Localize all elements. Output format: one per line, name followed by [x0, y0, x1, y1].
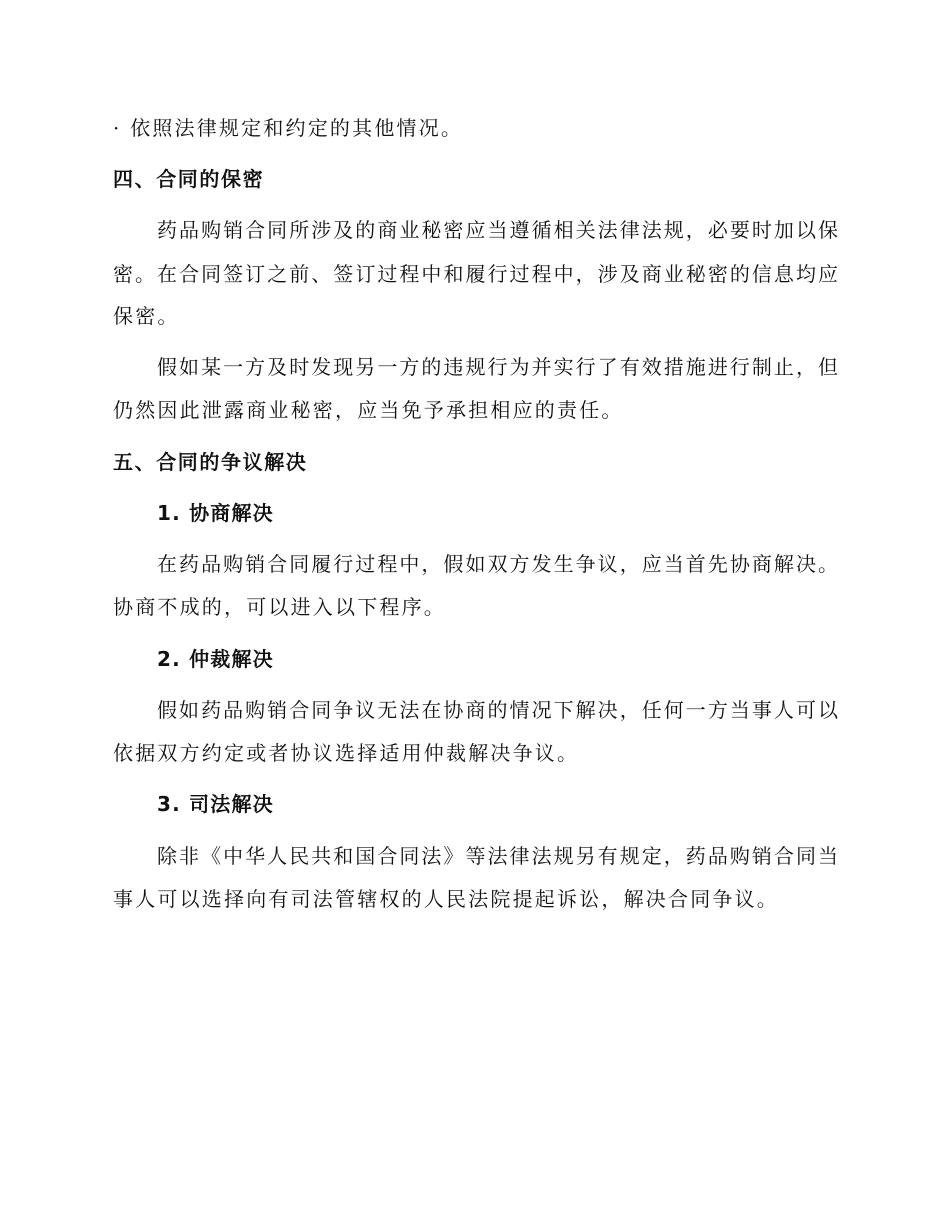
subheading-negotiation: 1. 协商解决 [157, 501, 274, 525]
section-heading-dispute-resolution: 五、合同的争议解决 [113, 450, 308, 474]
paragraph-line: 除非《中华人民共和国合同法》等法律法规另有规定，药品购销合同当 [157, 844, 838, 868]
subheading-judicial: 3. 司法解决 [157, 792, 274, 816]
section-heading-confidentiality: 四、合同的保密 [113, 167, 265, 191]
paragraph-line: 保密。 [113, 304, 180, 328]
paragraph-line: 事人可以选择向有司法管辖权的人民法院提起诉讼，解决合同争议。 [113, 887, 779, 911]
paragraph-line: 协商不成的，可以进入以下程序。 [113, 595, 446, 619]
paragraph-line: 密。在合同签订之前、签订过程中和履行过程中，涉及商业秘密的信息均应 [113, 262, 838, 286]
subheading-arbitration: 2. 仲裁解决 [157, 647, 274, 671]
paragraph-line: 假如药品购销合同争议无法在协商的情况下解决，任何一方当事人可以 [157, 698, 838, 722]
paragraph-line: 假如某一方及时发现另一方的违规行为并实行了有效措施进行制止，但 [157, 355, 838, 379]
paragraph-line: 仍然因此泄露商业秘密，应当免予承担相应的责任。 [113, 398, 624, 422]
paragraph-line: 药品购销合同所涉及的商业秘密应当遵循相关法律法规，必要时加以保 [157, 218, 838, 242]
paragraph-line: 在药品购销合同履行过程中，假如双方发生争议，应当首先协商解决。 [157, 552, 838, 576]
paragraph-line: 依据双方约定或者协议选择适用仲裁解决争议。 [113, 741, 580, 765]
bullet-line: · 依照法律规定和约定的其他情况。 [113, 116, 464, 140]
